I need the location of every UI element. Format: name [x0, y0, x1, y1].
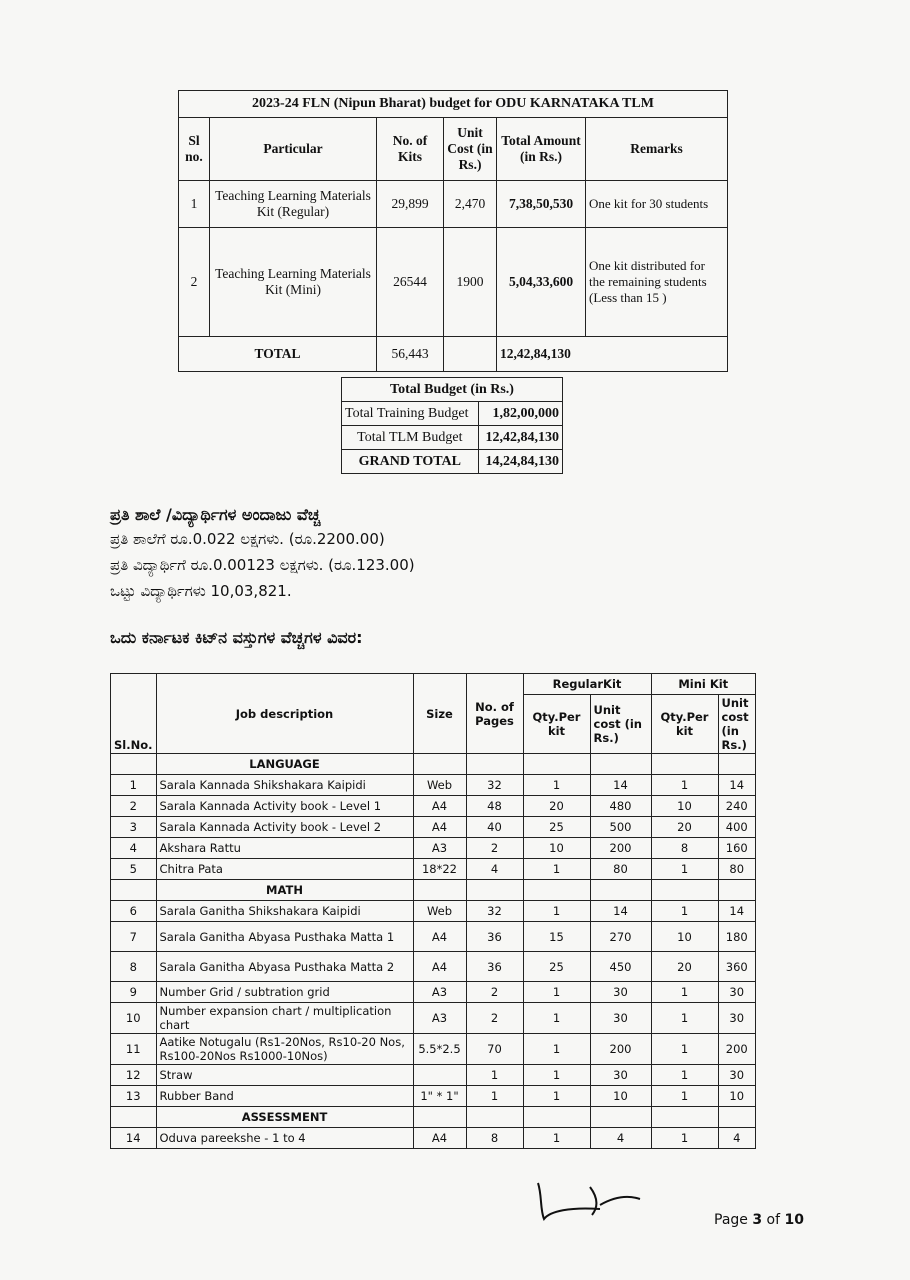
cell-remarks: One kit for 30 students — [586, 181, 728, 228]
cell-regular-qty: 1 — [523, 1128, 590, 1149]
budget-caption: 2023-24 FLN (Nipun Bharat) budget for ODU KARNATAKA TLM — [179, 91, 728, 118]
cell-sl: 6 — [111, 901, 157, 922]
cell-mini-cost: 360 — [718, 952, 756, 982]
page-prefix: Page — [714, 1212, 753, 1228]
cell-regular-qty: 1 — [523, 1065, 590, 1086]
total-budget-caption: Total Budget (in Rs.) — [342, 378, 563, 402]
cell-regular-cost: 14 — [590, 901, 651, 922]
cell-pages: 2 — [466, 838, 523, 859]
row-value: 1,82,00,000 — [478, 402, 562, 426]
empty-cell — [718, 754, 756, 775]
cell-particular: Teaching Learning Materials Kit (Regular) — [210, 181, 377, 228]
cell-size: A3 — [413, 982, 466, 1003]
cell-mini-qty: 1 — [651, 775, 718, 796]
cell-job: Rubber Band — [156, 1086, 413, 1107]
table-row — [111, 1003, 756, 1034]
header-total-amount: Total Amount (in Rs.) — [497, 118, 586, 181]
empty-cell — [413, 880, 466, 901]
table-row — [111, 1128, 756, 1149]
header-pages: No. of Pages — [466, 674, 523, 754]
cell-regular-cost: 270 — [590, 922, 651, 952]
header-size: Size — [413, 674, 466, 754]
empty-cell — [651, 880, 718, 901]
cell-size: 18*22 — [413, 859, 466, 880]
cell-regular-cost: 14 — [590, 775, 651, 796]
cell-regular-qty: 25 — [523, 817, 590, 838]
cell-regular-qty: 10 — [523, 838, 590, 859]
cell-sl: 7 — [111, 922, 157, 952]
empty-cell — [444, 337, 497, 372]
empty-cell — [111, 1107, 157, 1128]
header-mini-qty: Qty.Per kit — [651, 695, 718, 754]
page-total: 10 — [784, 1212, 804, 1228]
cell-mini-qty: 20 — [651, 817, 718, 838]
grand-total-label: GRAND TOTAL — [342, 450, 479, 474]
total-amount: 12,42,84,130 — [497, 337, 728, 372]
cell-unit-cost: 1900 — [444, 228, 497, 337]
table-row — [111, 952, 756, 982]
table-row — [111, 817, 756, 838]
cell-job: Sarala Kannada Shikshakara Kaipidi — [156, 775, 413, 796]
empty-cell — [111, 880, 157, 901]
cell-sl: 1 — [179, 181, 210, 228]
cell-pages: 32 — [466, 901, 523, 922]
cell-sl: 13 — [111, 1086, 157, 1107]
cell-job: Sarala Ganitha Abyasa Pusthaka Matta 2 — [156, 952, 413, 982]
row-value: 12,42,84,130 — [478, 426, 562, 450]
cell-mini-cost: 240 — [718, 796, 756, 817]
cell-pages: 36 — [466, 922, 523, 952]
cell-mini-qty: 1 — [651, 1065, 718, 1086]
cell-size — [413, 1065, 466, 1086]
empty-cell — [466, 1107, 523, 1128]
empty-cell — [466, 754, 523, 775]
cell-sl: 11 — [111, 1034, 157, 1065]
cell-regular-qty: 1 — [523, 775, 590, 796]
cell-regular-cost: 30 — [590, 982, 651, 1003]
table-row — [179, 228, 728, 337]
cell-mini-cost: 80 — [718, 859, 756, 880]
cell-job: Straw — [156, 1065, 413, 1086]
cell-regular-cost: 30 — [590, 1003, 651, 1034]
cell-pages: 48 — [466, 796, 523, 817]
cell-mini-cost: 180 — [718, 922, 756, 952]
cell-job: Chitra Pata — [156, 859, 413, 880]
row-label: Total Training Budget — [342, 402, 479, 426]
cell-mini-qty: 20 — [651, 952, 718, 982]
cell-regular-qty: 1 — [523, 1003, 590, 1034]
table-row — [111, 775, 756, 796]
cell-regular-qty: 25 — [523, 952, 590, 982]
cell-sl: 3 — [111, 817, 157, 838]
cell-sl: 12 — [111, 1065, 157, 1086]
budget-table — [178, 90, 728, 372]
cell-size: A3 — [413, 1003, 466, 1034]
cell-regular-qty: 1 — [523, 1086, 590, 1107]
table-row — [111, 838, 756, 859]
cell-regular-cost: 10 — [590, 1086, 651, 1107]
header-sl: Sl no. — [179, 118, 210, 181]
total-budget-table — [341, 377, 563, 474]
cell-job: Aatike Notugalu (Rs1-20Nos, Rs10-20 Nos, Rs100-20Nos Rs1000-10Nos) — [156, 1034, 413, 1065]
cell-pages: 40 — [466, 817, 523, 838]
header-unit-cost: Unit Cost (in Rs.) — [444, 118, 497, 181]
cell-particular: Teaching Learning Materials Kit (Mini) — [210, 228, 377, 337]
cell-mini-cost: 14 — [718, 775, 756, 796]
section-header-row — [111, 880, 756, 901]
table-row — [342, 402, 563, 426]
cell-job: Sarala Ganitha Shikshakara Kaipidi — [156, 901, 413, 922]
cell-sl: 2 — [179, 228, 210, 337]
cell-mini-cost: 30 — [718, 1003, 756, 1034]
header-mini-kit: Mini Kit — [651, 674, 756, 695]
table-row — [111, 1034, 756, 1065]
empty-cell — [590, 1107, 651, 1128]
page-current: 3 — [752, 1212, 763, 1228]
empty-cell — [413, 754, 466, 775]
cell-size: A3 — [413, 838, 466, 859]
grand-total-value: 14,24,84,130 — [478, 450, 562, 474]
header-kits: No. of Kits — [377, 118, 444, 181]
header-regular-kit: RegularKit — [523, 674, 651, 695]
cell-mini-qty: 1 — [651, 1034, 718, 1065]
cell-kits: 29,899 — [377, 181, 444, 228]
row-label: Total TLM Budget — [342, 426, 479, 450]
cell-size: A4 — [413, 1128, 466, 1149]
cell-regular-cost: 200 — [590, 838, 651, 859]
cell-regular-cost: 4 — [590, 1128, 651, 1149]
kit-items-table — [110, 673, 756, 1149]
section-header-row — [111, 754, 756, 775]
cell-unit-cost: 2,470 — [444, 181, 497, 228]
cell-job: Akshara Rattu — [156, 838, 413, 859]
table-row — [111, 796, 756, 817]
header-remarks: Remarks — [586, 118, 728, 181]
cell-pages: 70 — [466, 1034, 523, 1065]
total-row — [179, 337, 728, 372]
cell-kits: 26544 — [377, 228, 444, 337]
cell-pages: 2 — [466, 1003, 523, 1034]
cell-size: A4 — [413, 922, 466, 952]
table-row — [111, 1065, 756, 1086]
cell-regular-qty: 1 — [523, 982, 590, 1003]
empty-cell — [718, 1107, 756, 1128]
cell-sl: 9 — [111, 982, 157, 1003]
table-row — [111, 859, 756, 880]
cell-regular-cost: 80 — [590, 859, 651, 880]
section-header-row — [111, 1107, 756, 1128]
cell-sl: 5 — [111, 859, 157, 880]
cell-size: 1" * 1" — [413, 1086, 466, 1107]
empty-cell — [590, 754, 651, 775]
total-students: ಒಟ್ಟು ವಿದ್ಯಾರ್ಥಿಗಳು 10,03,821. — [110, 582, 292, 600]
empty-cell — [523, 754, 590, 775]
empty-cell — [413, 1107, 466, 1128]
cell-size: A4 — [413, 796, 466, 817]
cell-size: A4 — [413, 817, 466, 838]
cell-regular-qty: 15 — [523, 922, 590, 952]
header-regular-qty: Qty.Per kit — [523, 695, 590, 754]
cell-job: Sarala Kannada Activity book - Level 1 — [156, 796, 413, 817]
cell-sl: 1 — [111, 775, 157, 796]
section-title: ASSESSMENT — [156, 1107, 413, 1128]
cell-size: 5.5*2.5 — [413, 1034, 466, 1065]
header-job: Job description — [156, 674, 413, 754]
total-kits: 56,443 — [377, 337, 444, 372]
table-row — [111, 922, 756, 952]
cell-regular-qty: 20 — [523, 796, 590, 817]
cell-regular-qty: 1 — [523, 901, 590, 922]
empty-cell — [466, 880, 523, 901]
empty-cell — [590, 880, 651, 901]
per-school-heading: ಪ್ರತಿ ಶಾಲೆ /ವಿದ್ಯಾರ್ಥಿಗಳ ಅಂದಾಜು ವೆಚ್ಚ — [110, 505, 321, 524]
cell-mini-cost: 400 — [718, 817, 756, 838]
page-middle: of — [762, 1212, 785, 1228]
cell-job: Oduva pareekshe - 1 to 4 — [156, 1128, 413, 1149]
page-number — [714, 1212, 804, 1228]
empty-cell — [651, 1107, 718, 1128]
cell-size: A4 — [413, 952, 466, 982]
cell-mini-cost: 30 — [718, 982, 756, 1003]
cell-size: Web — [413, 901, 466, 922]
cell-mini-qty: 1 — [651, 859, 718, 880]
header-regular-cost: Unit cost (in Rs.) — [590, 695, 651, 754]
kit-items-body — [111, 754, 756, 1149]
cell-mini-cost: 200 — [718, 1034, 756, 1065]
cell-regular-cost: 500 — [590, 817, 651, 838]
cell-sl: 10 — [111, 1003, 157, 1034]
cell-mini-qty: 1 — [651, 1003, 718, 1034]
cell-mini-qty: 10 — [651, 922, 718, 952]
empty-cell — [523, 1107, 590, 1128]
signature — [530, 1175, 650, 1225]
kit-items-heading: ಒದು ಕರ್ನಾಟಕ ಕಿಟ್‌ನ ವಸ್ತುಗಳ ವೆಚ್ಚಗಳ ವಿವರ: — [110, 628, 363, 647]
cell-regular-cost: 450 — [590, 952, 651, 982]
cell-regular-qty: 1 — [523, 1034, 590, 1065]
section-title: MATH — [156, 880, 413, 901]
empty-cell — [718, 880, 756, 901]
cell-job: Number Grid / subtration grid — [156, 982, 413, 1003]
cell-pages: 1 — [466, 1086, 523, 1107]
table-row — [342, 426, 563, 450]
cell-remarks: One kit distributed for the remaining students (Less than 15 ) — [586, 228, 728, 337]
cell-mini-qty: 1 — [651, 982, 718, 1003]
cell-job: Sarala Kannada Activity book - Level 2 — [156, 817, 413, 838]
cell-regular-cost: 480 — [590, 796, 651, 817]
cell-size: Web — [413, 775, 466, 796]
table-row — [111, 1086, 756, 1107]
cell-job: Sarala Ganitha Abyasa Pusthaka Matta 1 — [156, 922, 413, 952]
table-row — [179, 181, 728, 228]
cell-pages: 1 — [466, 1065, 523, 1086]
header-particular: Particular — [210, 118, 377, 181]
header-mini-cost: Unit cost (in Rs.) — [718, 695, 756, 754]
table-row — [111, 901, 756, 922]
cell-total: 5,04,33,600 — [497, 228, 586, 337]
cell-mini-qty: 10 — [651, 796, 718, 817]
empty-cell — [523, 880, 590, 901]
cell-sl: 4 — [111, 838, 157, 859]
cell-mini-qty: 8 — [651, 838, 718, 859]
table-row — [111, 982, 756, 1003]
cell-regular-cost: 200 — [590, 1034, 651, 1065]
cell-sl: 8 — [111, 952, 157, 982]
cell-total: 7,38,50,530 — [497, 181, 586, 228]
cell-job: Number expansion chart / multiplication chart — [156, 1003, 413, 1034]
cell-mini-qty: 1 — [651, 901, 718, 922]
cell-mini-cost: 10 — [718, 1086, 756, 1107]
cell-mini-cost: 4 — [718, 1128, 756, 1149]
empty-cell — [651, 754, 718, 775]
cell-regular-qty: 1 — [523, 859, 590, 880]
cell-pages: 8 — [466, 1128, 523, 1149]
per-student-cost: ಪ್ರತಿ ವಿದ್ಯಾರ್ಥಿಗೆ ರೂ.0.00123 ಲಕ್ಷಗಳು. (ರೂ.123.00) — [110, 556, 415, 574]
header-sl: Sl.No. — [111, 674, 157, 754]
cell-mini-cost: 14 — [718, 901, 756, 922]
cell-mini-cost: 30 — [718, 1065, 756, 1086]
grand-total-row — [342, 450, 563, 474]
cell-pages: 2 — [466, 982, 523, 1003]
cell-pages: 36 — [466, 952, 523, 982]
cell-sl: 2 — [111, 796, 157, 817]
total-label: TOTAL — [179, 337, 377, 372]
section-title: LANGUAGE — [156, 754, 413, 775]
cell-mini-qty: 1 — [651, 1128, 718, 1149]
cell-regular-cost: 30 — [590, 1065, 651, 1086]
cell-mini-cost: 160 — [718, 838, 756, 859]
cell-pages: 4 — [466, 859, 523, 880]
empty-cell — [111, 754, 157, 775]
cell-pages: 32 — [466, 775, 523, 796]
cell-sl: 14 — [111, 1128, 157, 1149]
cell-mini-qty: 1 — [651, 1086, 718, 1107]
per-school-cost: ಪ್ರತಿ ಶಾಲೆಗೆ ರೂ.0.022 ಲಕ್ಷಗಳು. (ರೂ.2200.00) — [110, 530, 385, 548]
